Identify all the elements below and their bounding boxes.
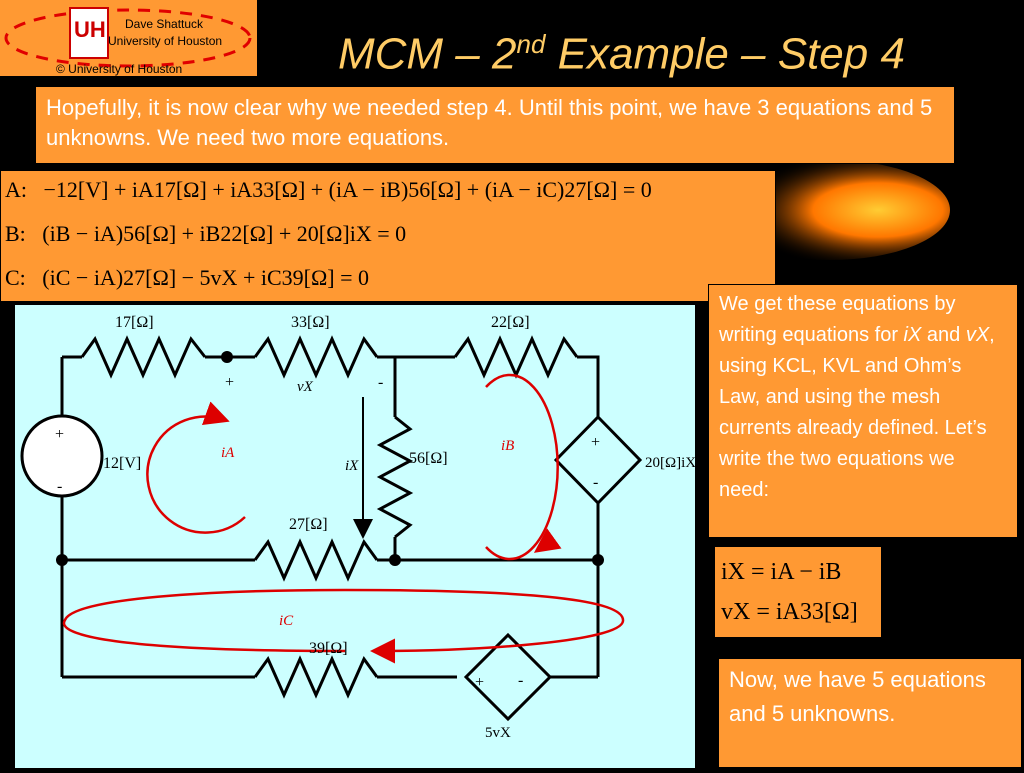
- label-vx-minus: -: [378, 374, 384, 391]
- new-equations-box: [714, 546, 882, 638]
- label-vx: vX: [297, 379, 313, 395]
- uh-monogram: UH: [74, 17, 106, 42]
- mesh-loop-b: [486, 375, 558, 559]
- resistor-27: [255, 542, 377, 578]
- label-ia: iA: [221, 445, 235, 461]
- explanation-box: [708, 284, 1018, 538]
- explanation-ix: iX: [903, 324, 922, 346]
- label-r33: 33[Ω]: [291, 314, 330, 331]
- resistor-17: [82, 339, 205, 375]
- node-middle: [389, 554, 401, 566]
- label-source-minus: -: [57, 478, 63, 495]
- new-equation-ix: iX = iA − iB: [721, 559, 842, 585]
- label-dep2-minus: -: [518, 672, 524, 689]
- equation-b-label: B:: [5, 221, 26, 246]
- label-dep-plus: +: [591, 434, 601, 451]
- equation-c-text: (iC − iA)27[Ω] − 5vX + iC39[Ω] = 0: [42, 265, 370, 290]
- equation-a-label: A:: [5, 177, 27, 202]
- node-right: [592, 554, 604, 566]
- logo-block: [0, 0, 257, 76]
- resistor-56: [380, 417, 410, 537]
- equation-c: [5, 265, 369, 291]
- label-vx-plus: +: [225, 374, 235, 391]
- title-rest: Example – Step 4: [545, 29, 905, 79]
- title-main: MCM – 2: [338, 29, 517, 79]
- mesh-loop-b-arrow: [538, 545, 545, 550]
- resistor-22: [455, 339, 577, 375]
- label-ib: iB: [501, 438, 515, 454]
- mesh-loop-a: [147, 417, 245, 533]
- resistor-33: [255, 339, 377, 375]
- equation-a-text: −12[V] + iA17[Ω] + iA33[Ω] + (iA − iB)56[Ω] + (iA − iC)27[Ω] = 0: [43, 177, 652, 202]
- conclusion-box: Now, we have 5 equations and 5 unknowns.: [718, 658, 1022, 768]
- circuit-svg: [15, 305, 695, 768]
- explanation-part3: , using KCL, KVL and Ohm’s Law, and using the mesh currents already defined. Let’s write the two equations we need:: [719, 324, 995, 501]
- equation-c-label: C:: [5, 265, 26, 290]
- label-dep2-plus: +: [475, 674, 485, 691]
- label-12v: 12[V]: [103, 455, 142, 472]
- label-r22: 22[Ω]: [491, 314, 530, 331]
- new-equation-vx: vX = iA33[Ω]: [721, 599, 858, 625]
- logo-institution: University of Houston: [108, 34, 223, 48]
- logo-copyright: © University of Houston: [56, 62, 183, 76]
- label-5vx: 5vX: [485, 725, 511, 741]
- explanation-vx: vX: [965, 324, 990, 346]
- label-ic: iC: [279, 613, 294, 629]
- label-r17: 17[Ω]: [115, 314, 154, 331]
- node-left: [56, 554, 68, 566]
- label-r56: 56[Ω]: [409, 450, 448, 467]
- equation-a: [5, 177, 652, 203]
- equation-b-text: (iB − iA)56[Ω] + iB22[Ω] + 20[Ω]iX = 0: [42, 221, 407, 246]
- label-20ix: 20[Ω]iX: [645, 455, 695, 471]
- node-top: [221, 351, 233, 363]
- label-r27: 27[Ω]: [289, 516, 328, 533]
- page-title: [338, 14, 1024, 79]
- equations-box: [0, 170, 776, 302]
- logo-author: Dave Shattuck: [125, 17, 204, 31]
- equation-b: [5, 221, 406, 247]
- explanation-part2: and: [921, 324, 966, 346]
- label-r39: 39[Ω]: [309, 640, 348, 657]
- label-source-plus: +: [55, 426, 65, 443]
- explanation-part1: We get these equations by writing equations for: [719, 293, 956, 346]
- label-ix: iX: [345, 458, 359, 474]
- title-sup: nd: [516, 29, 546, 59]
- circuit-diagram: [15, 305, 695, 768]
- wire-top-right: [577, 357, 598, 417]
- label-dep-minus: -: [593, 474, 599, 491]
- intro-box: Hopefully, it is now clear why we needed step 4. Until this point, we have 3 equations and 5 unknowns. We need two more equations.: [35, 86, 955, 164]
- resistor-39: [255, 659, 377, 695]
